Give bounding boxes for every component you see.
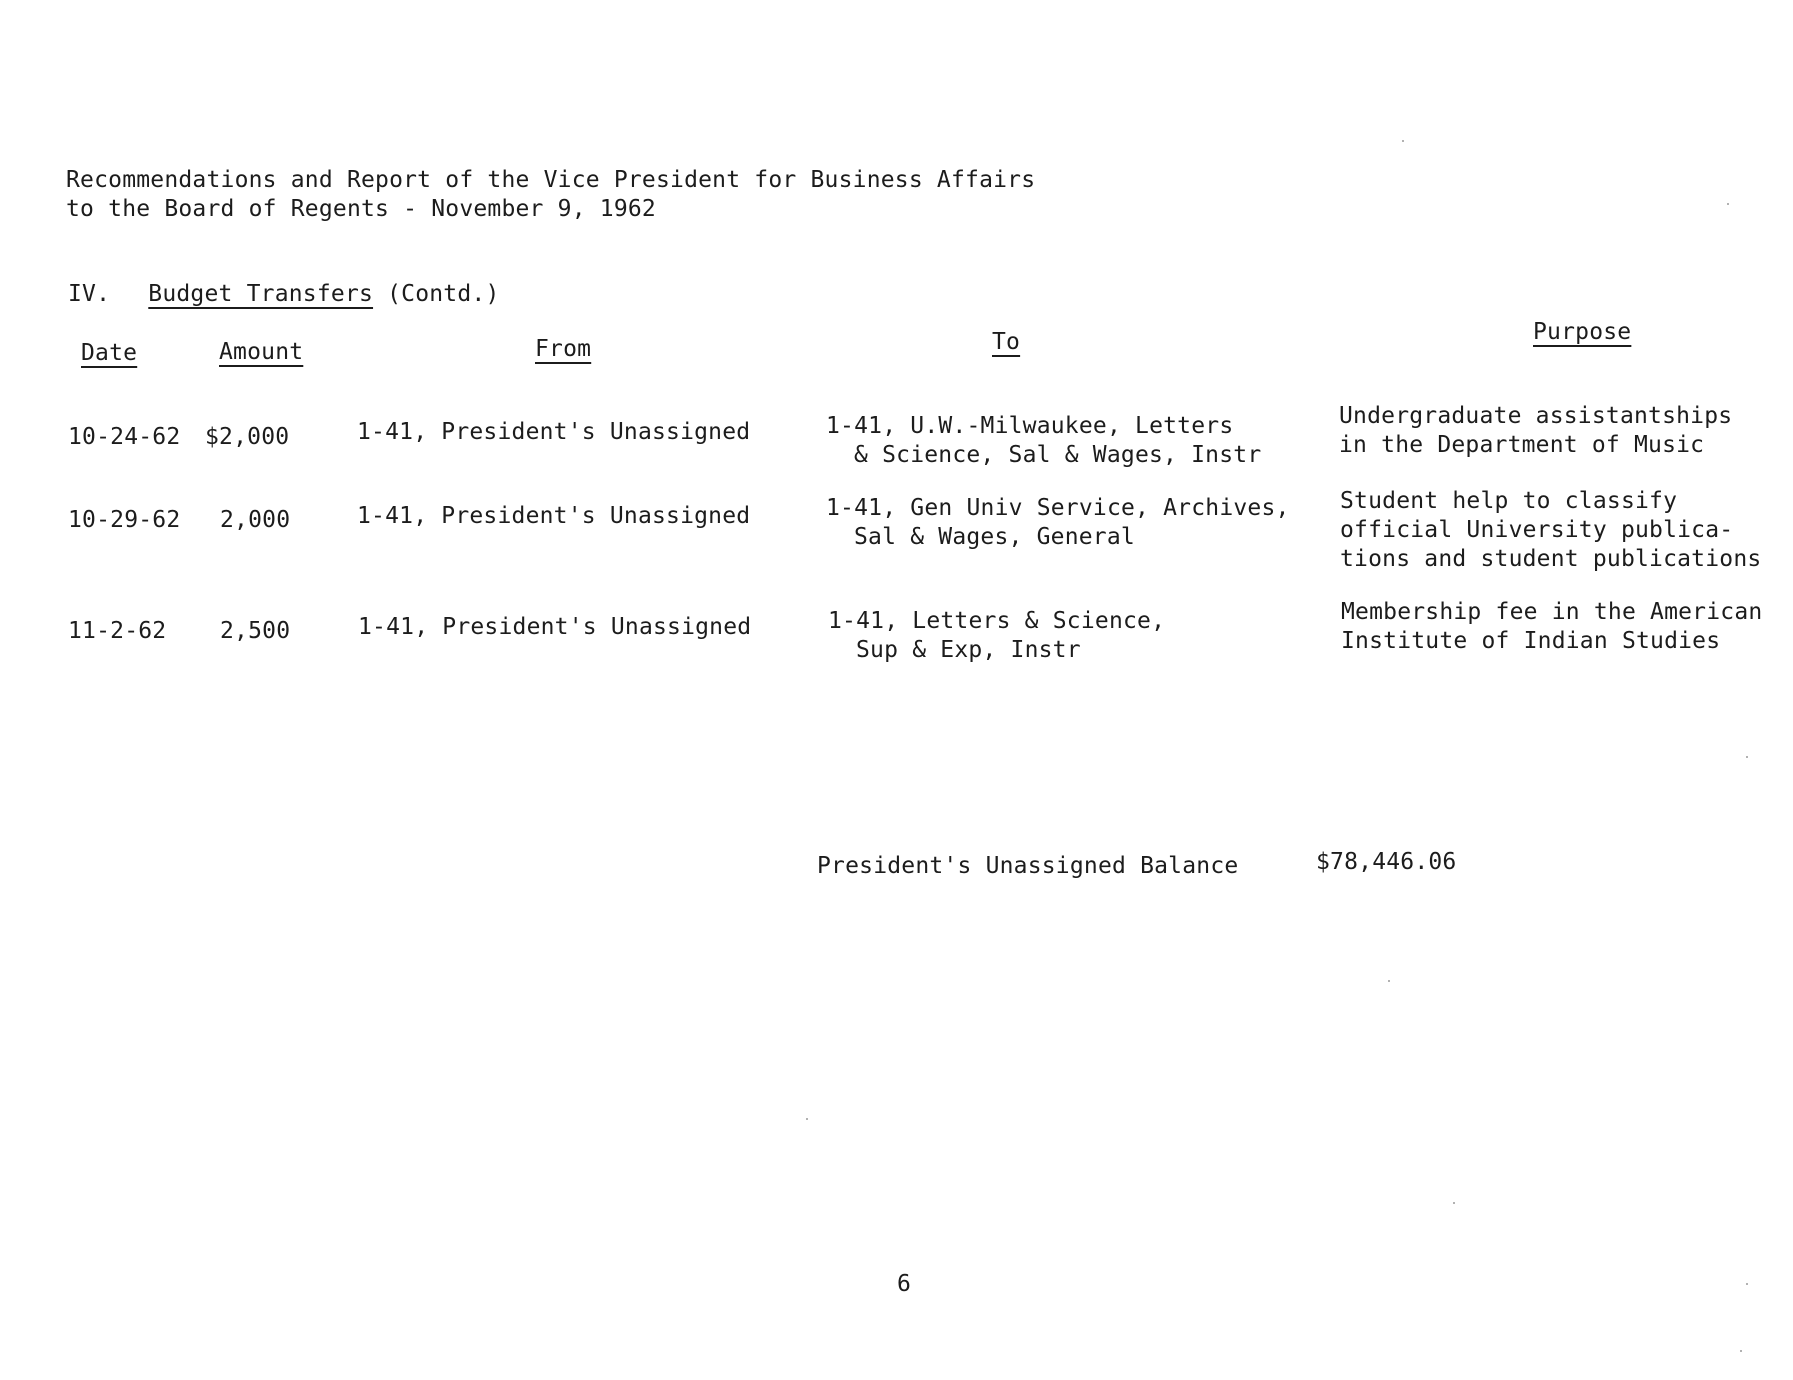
row-purpose-line: Student help to classify	[1340, 488, 1678, 514]
row-amount: 2,000	[220, 507, 291, 533]
scan-speck	[1746, 756, 1748, 758]
row-purpose-line: Undergraduate assistantships	[1339, 403, 1733, 429]
row-to-line: & Science, Sal & Wages, Instr	[854, 442, 1262, 468]
row-purpose-line: in the Department of Music	[1339, 432, 1705, 458]
section-heading	[68, 281, 500, 307]
scan-speck	[806, 1118, 808, 1120]
row-from: 1-41, President's Unassigned	[357, 503, 751, 529]
balance-label: President's Unassigned Balance	[817, 853, 1239, 879]
report-header-line-2: to the Board of Regents - November 9, 1962	[66, 196, 656, 222]
row-to	[826, 494, 1290, 552]
column-header-amount: Amount	[219, 339, 304, 365]
scan-speck	[1402, 140, 1404, 142]
column-header-from: From	[535, 336, 592, 362]
row-to	[828, 607, 1165, 665]
row-from: 1-41, President's Unassigned	[357, 419, 751, 445]
scan-speck	[1746, 1283, 1748, 1285]
row-amount: 2,500	[220, 618, 291, 644]
column-header-purpose: Purpose	[1533, 319, 1632, 345]
row-purpose-line: tions and student publications	[1340, 546, 1762, 572]
row-date: 11-2-62	[68, 618, 167, 644]
row-purpose	[1340, 487, 1761, 574]
section-suffix: (Contd.)	[387, 281, 500, 307]
scan-speck	[1727, 203, 1729, 205]
scan-speck	[1453, 1202, 1455, 1204]
page-number: 6	[897, 1271, 912, 1297]
row-purpose	[1341, 598, 1762, 656]
row-purpose-line: Membership fee in the American	[1341, 599, 1763, 625]
section-title: Budget Transfers	[148, 281, 374, 307]
row-purpose-line: Institute of Indian Studies	[1341, 628, 1721, 654]
row-to-line: Sup & Exp, Instr	[856, 637, 1081, 663]
row-date: 10-24-62	[68, 424, 181, 450]
row-purpose-line: official University publica-	[1340, 517, 1734, 543]
balance-value: $78,446.06	[1316, 849, 1457, 875]
section-number: IV.	[68, 281, 111, 307]
column-header-to: To	[992, 329, 1021, 355]
scan-speck	[1388, 980, 1390, 982]
report-header-line-1: Recommendations and Report of the Vice President for Business Affairs	[66, 167, 1036, 193]
row-to-line: 1-41, U.W.-Milwaukee, Letters	[826, 413, 1234, 439]
row-from: 1-41, President's Unassigned	[358, 614, 752, 640]
row-to	[826, 412, 1261, 470]
row-to-line: Sal & Wages, General	[854, 524, 1135, 550]
row-amount: $2,000	[205, 424, 290, 450]
column-header-date: Date	[81, 340, 138, 366]
row-to-line: 1-41, Letters & Science,	[828, 608, 1166, 634]
row-date: 10-29-62	[68, 507, 181, 533]
scan-speck	[1740, 1350, 1742, 1352]
row-to-line: 1-41, Gen Univ Service, Archives,	[826, 495, 1290, 521]
row-purpose	[1339, 402, 1732, 460]
